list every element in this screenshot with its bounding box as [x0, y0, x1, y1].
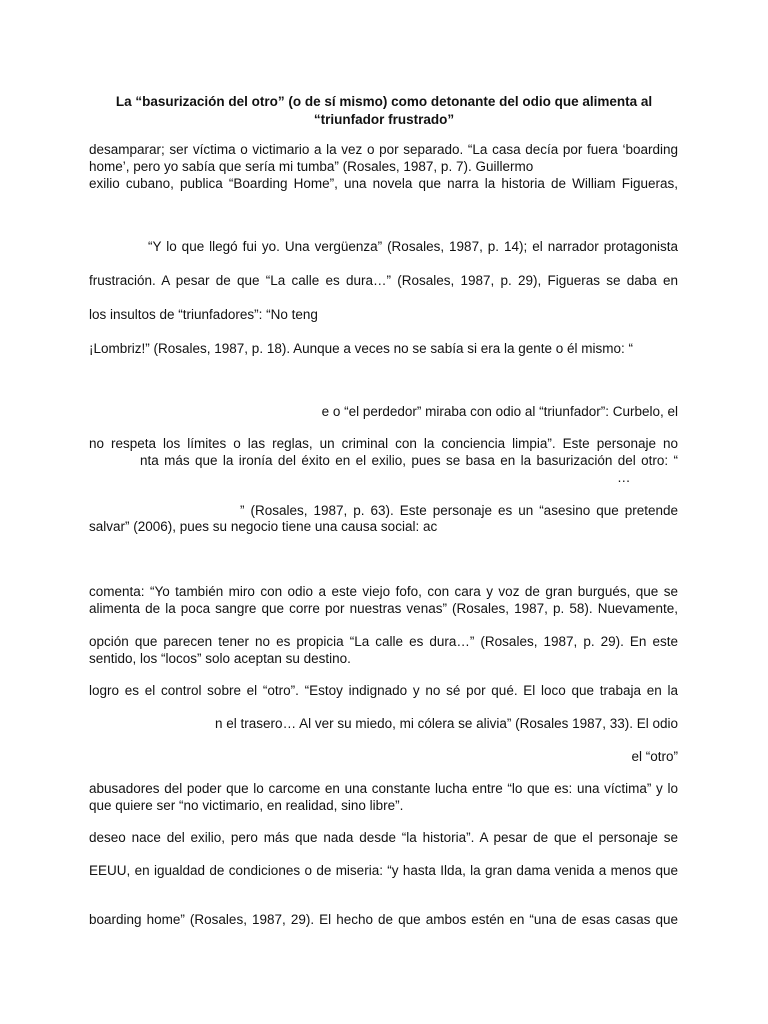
text-line: opción que parecen tener no es propicia “La calle es dura…” (Rosales, 1987, p. 29). En este [89, 634, 678, 649]
text-line: deseo nace del exilio, pero más que nada desde “la historia”. A pesar de que el personaje se [89, 830, 678, 845]
text-line: nta más que la ironía del éxito en el exilio, pues se basa en la basurización del otro: “ [140, 453, 678, 468]
text-line: boarding home” (Rosales, 1987, 29). El hecho de que ambos estén en “una de esas casas que [89, 912, 678, 927]
text-line: frustración. A pesar de que “La calle es dura…” (Rosales, 1987, p. 29), Figueras se daba en [89, 273, 678, 288]
text-line: ¡Lombriz!” (Rosales, 1987, p. 18). Aunque a veces no se sabía si era la gente o él mismo: “ [89, 341, 634, 356]
text-line: no respeta los límites o las reglas, un criminal con la conciencia limpia”. Este personaje no [89, 436, 678, 451]
text-line: exilio cubano, publica “Boarding Home”, una novela que narra la historia de William Figueras, [89, 176, 678, 191]
text-line: sentido, los “locos” solo aceptan su destino. [89, 651, 351, 666]
text-line: home’, pero yo sabía que sería mi tumba” (Rosales, 1987, p. 7). Guillermo [89, 159, 534, 174]
text-line: “Y lo que llegó fui yo. Una vergüenza” (Rosales, 1987, p. 14); el narrador protagonista [148, 239, 678, 254]
text-line: EEUU, en igualdad de condiciones o de miseria: “y hasta Ilda, la gran dama venida a menos que [89, 863, 678, 878]
text-line: el “otro” [631, 749, 678, 764]
text-line: logro es el control sobre el “otro”. “Estoy indignado y no sé por qué. El loco que trabaja en la [89, 683, 678, 698]
text-line: salvar” (2006), pues su negocio tiene una causa social: ac [89, 519, 438, 534]
text-line: alimenta de la poca sangre que corre por nuestras venas” (Rosales, 1987, p. 58). Nuevamente, [89, 601, 678, 616]
text-line: abusadores del poder que lo carcome en una constante lucha entre “lo que es: una víctima” y lo [89, 781, 678, 796]
text-line: e o “el perdedor” miraba con odio al “triunfador”: Curbelo, el [321, 404, 678, 419]
title-line-2: “triunfador frustrado” [313, 112, 455, 127]
text-line: desamparar; ser víctima o victimario a la vez o por separado. “La casa decía por fuera ‘boarding [89, 142, 678, 157]
text-line: … [617, 470, 631, 485]
text-line: comenta: “Yo también miro con odio a este viejo fofo, con cara y voz de gran burgués, que se [89, 584, 678, 599]
text-line: n el trasero… Al ver su miedo, mi cólera se alivia” (Rosales 1987, 33). El odio [215, 716, 678, 731]
text-line: los insultos de “triunfadores”: “No teng [89, 307, 318, 322]
title-line-1: La “basurización del otro” (o de sí mismo) como detonante del odio que alimenta al [115, 94, 653, 109]
text-line: que quiere ser “no victimario, en realidad, sino libre”. [89, 798, 404, 813]
text-line: ” (Rosales, 1987, p. 63). Este personaje es un “asesino que pretende [240, 503, 678, 518]
